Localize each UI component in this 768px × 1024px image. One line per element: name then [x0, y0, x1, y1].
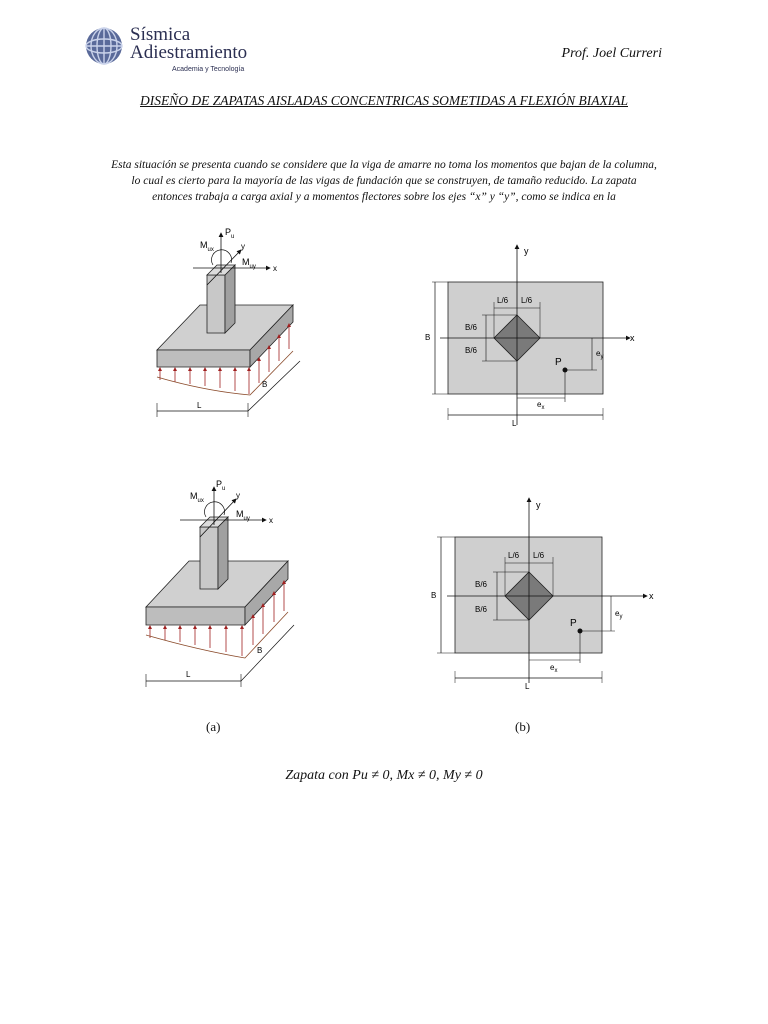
plan-b6-top: B/6	[465, 323, 478, 332]
plan-dim-b: B	[425, 333, 431, 342]
plan-point-p: P	[555, 357, 562, 368]
logo	[84, 24, 254, 76]
pu-label: $P_u$	[225, 227, 235, 240]
plan2-dim-b: B	[431, 591, 437, 600]
mux-label: $M_{ux}$	[200, 240, 214, 253]
logo-line-2: Adiestramiento	[130, 42, 248, 63]
plan2-l6-left: L/6	[508, 551, 520, 560]
axis-x-label: x	[273, 264, 277, 273]
plan-dim-l: L	[512, 419, 517, 428]
plan-b6-bottom: B/6	[465, 346, 478, 355]
dim-b-label: B	[262, 380, 268, 389]
isometric-footing-figure-2	[138, 479, 298, 695]
plan-footing-figure-1	[420, 240, 650, 440]
author: Prof. Joel Curreri	[561, 46, 662, 61]
axis-x-label-2: x	[269, 516, 273, 525]
plan-footing-figure-2	[425, 495, 665, 695]
mux-label-2: $M_{ux}$	[190, 491, 204, 504]
plan-l6-left: L/6	[497, 296, 509, 305]
plan2-dim-l: L	[525, 682, 530, 691]
plan-ey: $e_y$	[596, 349, 604, 360]
plan2-axis-y: y	[536, 500, 541, 510]
figure-caption: Zapata con Pu ≠ 0, Mx ≠ 0, My ≠ 0	[285, 768, 483, 783]
plan2-b6-bottom: B/6	[475, 605, 488, 614]
logo-line-1: Sísmica	[130, 24, 191, 45]
plan2-point-p: P	[570, 618, 577, 629]
plan2-ey: $e_y$	[615, 609, 623, 620]
plan2-l6-right: L/6	[533, 551, 545, 560]
dim-l-label-2: L	[186, 670, 191, 679]
figure-label-a: (a)	[206, 719, 221, 734]
logo-line-3: Academia y Tecnología	[172, 66, 245, 73]
plan2-axis-x: x	[649, 591, 654, 601]
plan2-ex: $e_x$	[550, 663, 558, 674]
muy-label: $M_{uy}$	[242, 257, 256, 270]
dim-l-label: L	[197, 401, 202, 410]
isometric-footing-figure-1	[145, 225, 305, 430]
plan-ex: $e_x$	[537, 400, 545, 411]
page-title: DISEÑO DE ZAPATAS AISLADAS CONCENTRICAS SOMETIDAS A FLEXIÓN BIAXIAL	[140, 93, 628, 108]
figure-label-b: (b)	[515, 719, 531, 734]
muy-label-2: $M_{uy}$	[236, 509, 250, 522]
intro-paragraph: Esta situación se presenta cuando se considere que la viga de amarre no toma los momentos que bajan de la columna, lo cual es cierto para la mayoría de las vigas de fundación que se construyen, de tamaño reducido. La zapata entonces trabaja a carga axial y a momentos flectores sobre los ejes “x” y “y”, como se indica en la	[111, 159, 657, 203]
pu-label-2: $P_u$	[216, 479, 226, 492]
plan-axis-x: x	[630, 333, 635, 343]
axis-y-label: y	[241, 242, 245, 251]
plan-l6-right: L/6	[521, 296, 533, 305]
plan2-b6-top: B/6	[475, 580, 488, 589]
dim-b-label-2: B	[257, 646, 263, 655]
plan-axis-y: y	[524, 246, 529, 256]
globe-icon	[84, 26, 124, 66]
axis-y-label-2: y	[236, 491, 240, 500]
